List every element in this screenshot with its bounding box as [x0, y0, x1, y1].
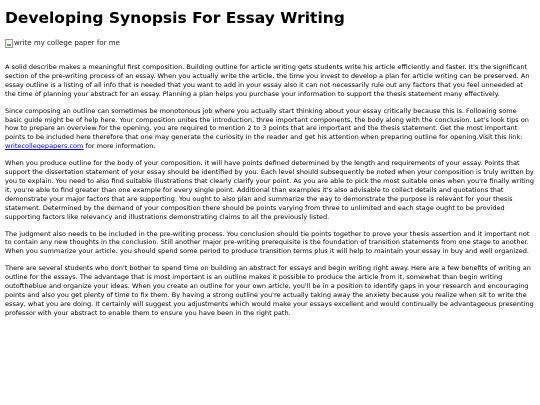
paragraph-4: The judgment also needs to be included in the pre-writing process. You conclusion should tie points together to prove your thesis assertion and it important not to contain any new thoughts in the conclusion. Still another major pre-writing prerequisite is the foundation of transition statements from one stage to another. When you summarize your article, you should spend some period to produce transition terms plus it will help to maintain your essay in buy and well organized.: [5, 229, 530, 256]
paragraph-2-text: Since composing an outline can sometimes be monotonous job where you actually start thinking about your essay critically because this is. Following some basic guide might be of help here. Your composition unites the introduction, three important components, the body along with the conclusion. Let's look tips on how to prepare an overview for the opening, you are required to mention 2 to 3 points that are important and the thesis statement. Get the most important points to be included here therefore that one may generate the curiosity in the reader and get his attention when preparing outline for opening.Visit this link:: [5, 106, 529, 142]
image-alt-text: write my college paper for me: [14, 39, 120, 47]
broken-image-icon: [5, 39, 13, 48]
paragraph-3: When you produce outline for the body of your composition, it will have points defined determined by the length and requirements of your essay. Points that support the dissertation statement of your essay should be identified by you. Each level should subsequently be noted when your composition is truly written by you to explain. You need to also find suitable illustrations that clearly clarify your point. As you are able to pick the most suitable ones when you're finally writing it, you're able to find greater than one example for every single point. Additional than examples it's also advisable to collect details and quotations that demonstrate your major factors that are supporting. You ought to also plan and summarize the way to demonstrate the purpose is relevant for your thesis statement. Determined by the demand of your composition there should be points varying from three to unlimited and each stage ought to be provided supporting factors like relevancy and illustrations demonstrating claims to all the previously listed.: [5, 159, 534, 221]
article-image: [5, 37, 534, 49]
page-title: Developing Synopsis For Essay Writing: [5, 9, 345, 27]
paragraph-5: There are several students who don't bother to spend time on building an abstract for essays and begin writing right away. Here are a few benefits of writing an outline for the essays. The advantage that is most important is an outline makes it possible to produce the article from it, somewhat than begin writing outoftheblue and organize your ideas. When you create an outline for your own article, you'll be in a position to identify gaps in your research and encouraging points and also you get plenty of time to fix them. By having a strong outline you're actually taking away the anxiety because you realize when sit to write the essay, what you are doing. It certainly will suggest you adjustments which would make your essays excellent and would continually be advantageous presenting professor with your abstract to enable them to ensure you have been in the right path.: [5, 264, 534, 317]
paragraph-1: A solid describe makes a meaningful first composition. Building outline for article writing gets students write his article efficiently and faster. It's the significant section of the pre-writing process of an essay. When you actually write the article, the time you invest to develop a plan for article writing can be preserved. An essay outline is a listing of all info that is needed that you want to add in your essay also it can not necessarily rule out any factors that you feel unneeded at the time of planning your abstract for an essay. Planning a plan helps you purchase your information to support the thesis statement many effectively.: [5, 63, 530, 98]
writecollegepapers-link[interactable]: writecollegepapers.com: [5, 142, 84, 151]
paragraph-2-tail: for more information.: [83, 142, 156, 151]
paragraph-2: [5, 107, 534, 152]
